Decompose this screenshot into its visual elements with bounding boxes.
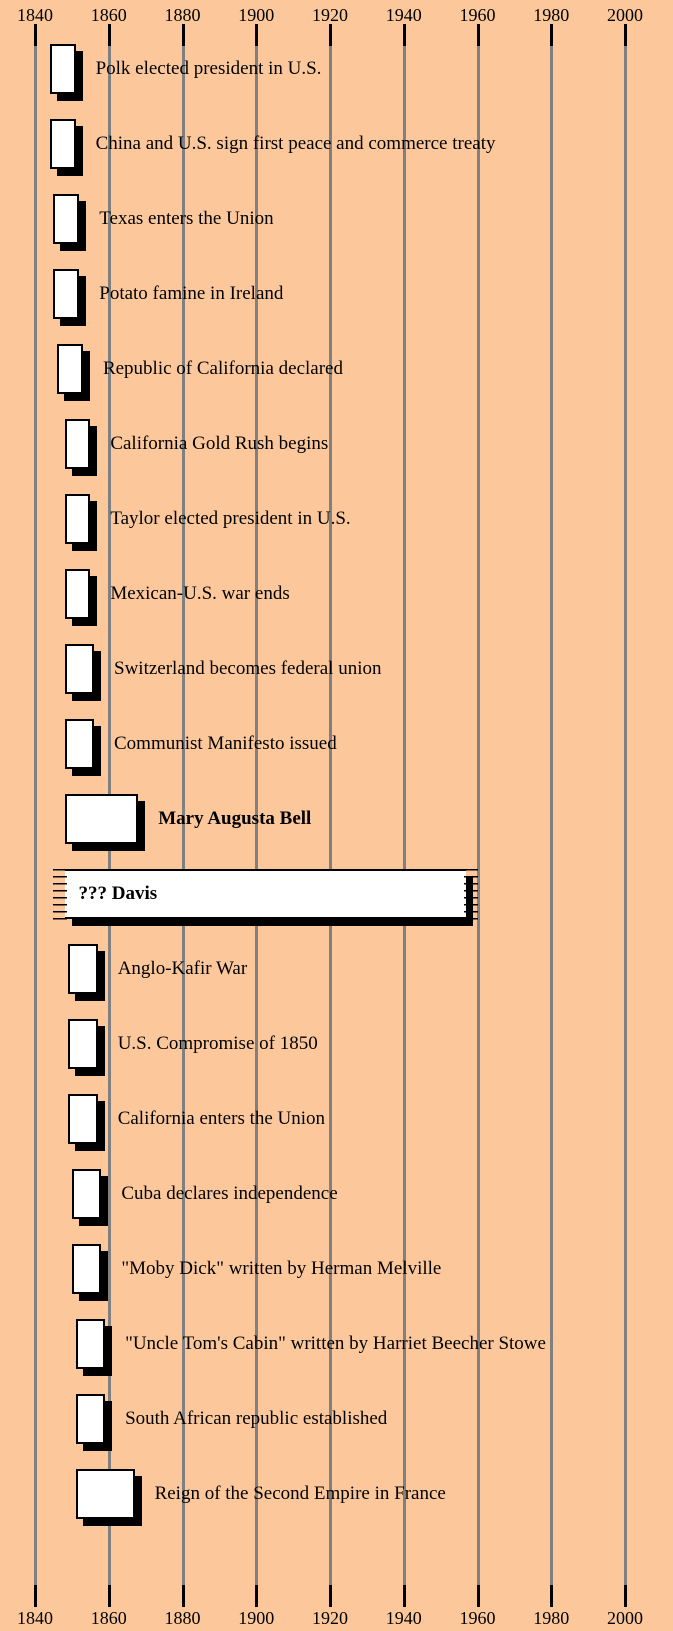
tick-mark xyxy=(403,1585,406,1607)
axis-year-label: 2000 xyxy=(607,5,643,25)
tick-mark xyxy=(550,24,553,46)
event-label: Switzerland becomes federal union xyxy=(114,658,382,679)
uncertain-end-hatch xyxy=(464,869,478,921)
event-label: ??? Davis xyxy=(78,883,158,904)
event-label: South African republic established xyxy=(125,1408,388,1429)
event-bar xyxy=(53,269,79,319)
tick-mark xyxy=(108,24,111,46)
gridline xyxy=(624,24,627,1607)
event-label: "Moby Dick" written by Herman Melville xyxy=(121,1258,442,1279)
tick-mark xyxy=(624,24,627,46)
tick-mark xyxy=(329,24,332,46)
event-bar xyxy=(65,569,91,619)
event-label: Taylor elected president in U.S. xyxy=(110,508,351,529)
event-label: California enters the Union xyxy=(117,1108,326,1129)
gridline xyxy=(477,24,480,1607)
event-bar xyxy=(65,419,91,469)
event-bar xyxy=(76,1319,106,1369)
event-label: Reign of the Second Empire in France xyxy=(154,1483,446,1504)
axis-year-label: 1900 xyxy=(238,5,275,25)
event-label: Anglo-Kafir War xyxy=(117,958,248,979)
gridline xyxy=(550,24,553,1607)
event-label: Polk elected president in U.S. xyxy=(95,58,322,79)
axis-year-label: 1920 xyxy=(312,1608,348,1628)
event-bar xyxy=(50,119,76,169)
axis-year-label: 1840 xyxy=(17,1608,53,1628)
event-label: China and U.S. sign first peace and commerce treaty xyxy=(95,133,496,154)
event-bar xyxy=(68,1094,98,1144)
event-label: U.S. Compromise of 1850 xyxy=(117,1033,318,1054)
tick-mark xyxy=(624,1585,627,1607)
axis-year-label: 1860 xyxy=(90,1608,127,1628)
event-bar xyxy=(53,194,79,244)
event-label: Communist Manifesto issued xyxy=(114,733,337,754)
axis-year-label: 1880 xyxy=(164,1608,201,1628)
tick-mark xyxy=(108,1585,111,1607)
event-label: Republic of California declared xyxy=(102,358,343,379)
event-bar xyxy=(50,44,76,94)
axis-year-label: 1960 xyxy=(459,5,496,25)
axis-year-label: 1920 xyxy=(312,5,348,25)
axis-year-label: 1960 xyxy=(459,1608,496,1628)
axis-year-label: 1940 xyxy=(385,1608,422,1628)
event-bar xyxy=(68,1019,98,1069)
axis-year-label: 1900 xyxy=(238,1608,275,1628)
event-label: Mary Augusta Bell xyxy=(158,808,312,829)
event-bar xyxy=(65,494,91,544)
event-bar xyxy=(65,719,95,769)
event-bar xyxy=(72,1244,102,1294)
tick-mark xyxy=(182,1585,185,1607)
event-bar xyxy=(65,794,139,844)
tick-mark xyxy=(255,1585,258,1607)
tick-mark xyxy=(477,24,480,46)
event-bar xyxy=(72,1169,102,1219)
gridline xyxy=(34,24,37,1607)
axis-year-label: 1840 xyxy=(17,5,53,25)
tick-mark xyxy=(34,1585,37,1607)
event-bar xyxy=(68,944,98,994)
axis-year-label: 1940 xyxy=(385,5,422,25)
tick-mark xyxy=(403,24,406,46)
tick-mark xyxy=(34,24,37,46)
axis-year-label: 1980 xyxy=(533,5,570,25)
event-bar xyxy=(57,344,83,394)
axis-year-label: 1860 xyxy=(90,5,127,25)
tick-mark xyxy=(182,24,185,46)
axis-year-label: 1880 xyxy=(164,5,201,25)
event-label: Potato famine in Ireland xyxy=(99,283,284,304)
event-label: Mexican-U.S. war ends xyxy=(110,583,290,604)
gridline xyxy=(403,24,406,1607)
axis-year-label: 2000 xyxy=(607,1608,643,1628)
event-bar xyxy=(76,1394,106,1444)
uncertain-start-hatch xyxy=(53,869,67,921)
tick-mark xyxy=(255,24,258,46)
event-label: Cuba declares independence xyxy=(121,1183,338,1204)
tick-mark xyxy=(477,1585,480,1607)
event-label: "Uncle Tom's Cabin" written by Harriet Beecher Stowe xyxy=(125,1333,546,1354)
event-bar xyxy=(65,644,95,694)
tick-mark xyxy=(550,1585,553,1607)
event-label: Texas enters the Union xyxy=(99,208,274,229)
event-label: California Gold Rush begins xyxy=(110,433,329,454)
axis-year-label: 1980 xyxy=(533,1608,570,1628)
gridline xyxy=(329,24,332,1607)
event-bar xyxy=(76,1469,135,1519)
tick-mark xyxy=(329,1585,332,1607)
